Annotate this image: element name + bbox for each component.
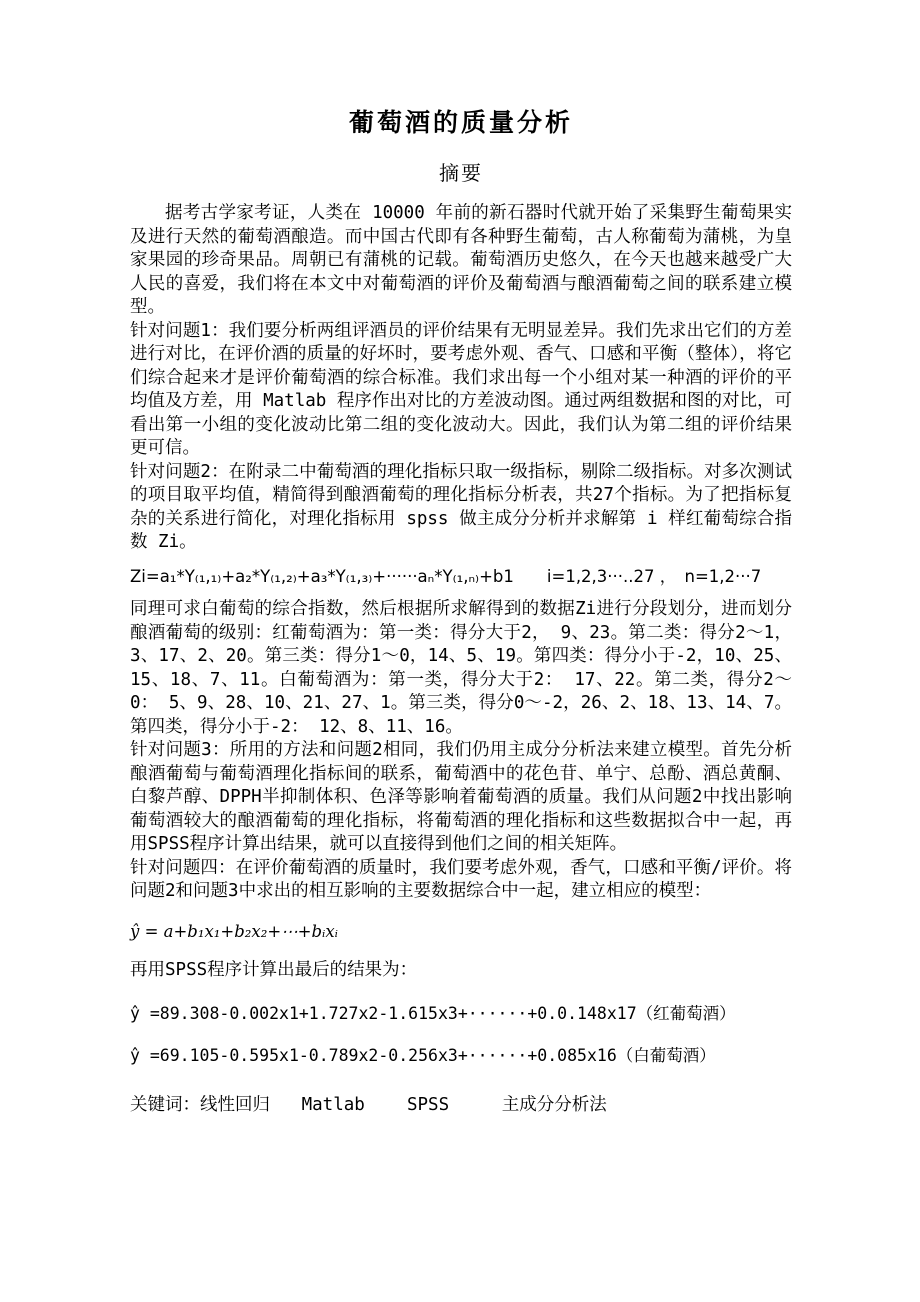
paragraph-spss-intro: 再用SPSS程序计算出最后的结果为：: [130, 960, 418, 980]
paragraph-problem4: 针对问题四：在评价葡萄酒的质量时，我们要考虑外观，香气，口感和平衡/评价。将问题2和问题3中求出的相互影响的主要数据综合中一起，建立相应的模型：: [130, 857, 792, 901]
keywords-line: 关键词：线性回归 Matlab SPSS 主成分分析法: [130, 1094, 607, 1115]
paragraph-problem1: 针对问题1：我们要分析两组评酒员的评价结果有无明显差异。我们先求出它们的方差进行对比，在评价酒的质量的好坏时，要考虑外观、香气、口感和平衡（整体），将它们综合起来才是评价葡萄酒的综合标准。我们求出每一个小组对某一种酒的评价的平均值及方差，用 Matlab 程序作出对比的方差波动图。通过两组数据和图的对比，可看出第一小组的变化波动比第二组的变化波动大。因此，我们认为第二组的评价结果更可信。: [130, 320, 792, 458]
page-title: 葡萄酒的质量分析: [348, 108, 573, 137]
formula-red-wine-result: ŷ =89.308-0.002x1+1.727x2-1.615x3+······+0.0.148x17（红葡萄酒）: [130, 1003, 736, 1023]
paragraph-problem2: 针对问题2：在附录二中葡萄酒的理化指标只取一级指标，剔除二级指标。对多次测试的项目取平均值，精简得到酿酒葡萄的理化指标分析表，共27个指标。为了把指标复杂的关系进行简化，对理化指标用 spss 做主成分分析并求解第 i 样红葡萄综合指数 Zi。: [130, 461, 792, 552]
paragraph-classification: 同理可求白葡萄的综合指数，然后根据所求解得到的数据Zi进行分段划分，进而划分酿酒葡萄的级别：红葡萄酒为：第一类：得分大于2， 9、23。第二类：得分2～1，3、17、2、20。第三类：得分1～0，14、5、19。第四类：得分小于-2，10、25、15、18、7、11。白葡萄酒为：第一类，得分大于2： 17、22。第二类，得分2～0： 5、9、28、10、21、27、1。第三类，得分0～-2，26、2、18、13、14、7。第四类，得分小于-2： 12、8、11、16。: [130, 599, 792, 737]
formula-white-wine-result: ŷ =69.105-0.595x1-0.789x2-0.256x3+······+0.085x16（白葡萄酒）: [130, 1046, 716, 1065]
formula-regression-model: ŷ = a+b₁x₁+b₂x₂+⋯+bᵢxᵢ: [130, 921, 338, 941]
abstract-heading: 摘要: [439, 161, 483, 185]
formula-zi: Zi=a₁*Y₍₁,₁₎+a₂*Y₍₁,₂₎+a₃*Y₍₁,₃₎+······aₙ*Y₍₁,ₙ₎+b1 i=1,2,3···..27 ， n=1,2···7: [130, 566, 762, 586]
paragraph-problem3: 针对问题3：所用的方法和问题2相同，我们仍用主成分分析法来建立模型。首先分析酿酒葡萄与葡萄酒理化指标间的联系，葡萄酒中的花色苷、单宁、总酚、酒总黄酮、白黎芦醇、DPPH半抑制体积、色泽等影响着葡萄酒的质量。我们从问题2中找出影响葡萄酒较大的酿酒葡萄的理化指标，将葡萄酒的理化指标和这些数据拟合中一起，再用SPSS程序计算出结果，就可以直接得到他们之间的相关矩阵。: [130, 740, 792, 854]
paragraph-intro: 据考古学家考证，人类在 10000 年前的新石器时代就开始了采集野生葡萄果实及进行天然的葡萄酒酿造。而中国古代即有各种野生葡萄，古人称葡萄为蒲桃，为皇家果园的珍奇果品。周朝已有蒲桃的记载。葡萄酒历史悠久，在今天也越来越受广大人民的喜爱，我们将在本文中对葡萄酒的评价及葡萄酒与酿酒葡萄之间的联系建立模型。: [130, 203, 792, 317]
